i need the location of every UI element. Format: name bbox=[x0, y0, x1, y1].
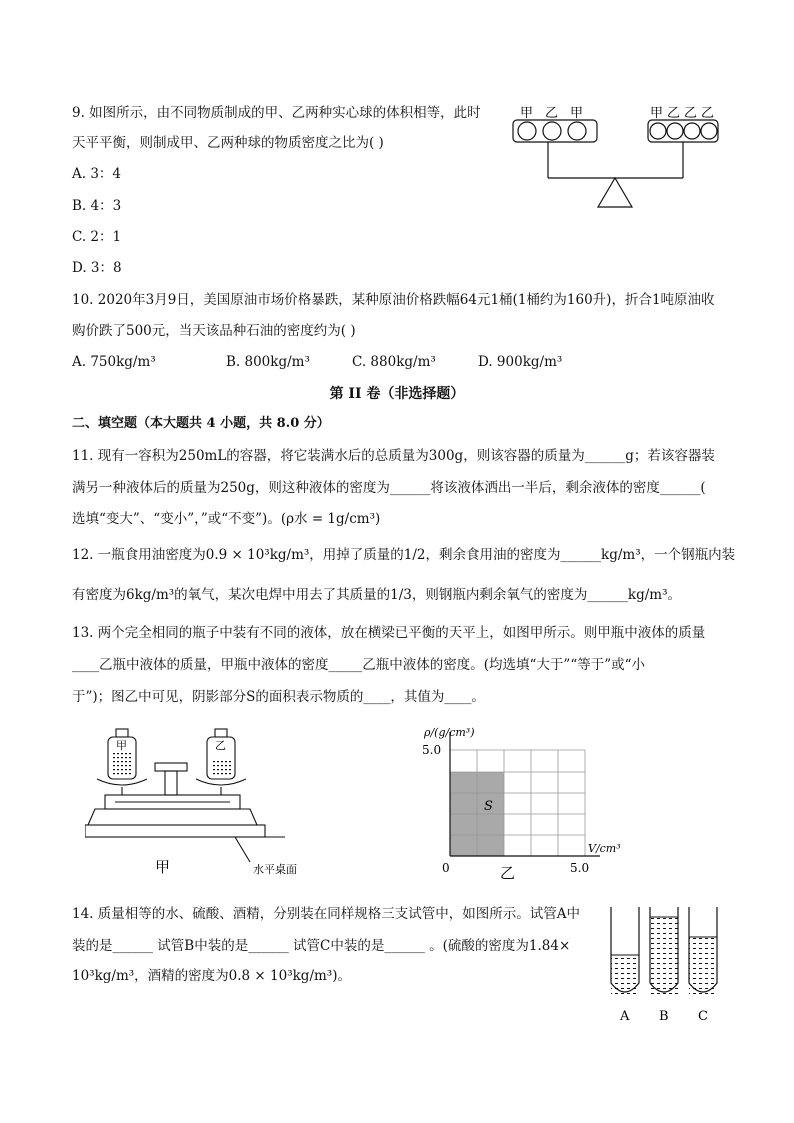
right-label-2: 乙 bbox=[684, 106, 698, 121]
left-label-1: 乙 bbox=[545, 106, 559, 121]
q10-line1: 10. 2020年3月9日，美国原油市场价格暴跌，某种原油价格跌幅64元1桶(1桶约为160升)，折合1吨原油收 bbox=[72, 292, 715, 308]
q14-line2: 装的是______ 试管B中装的是______ 试管C中装的是______ 。(硫酸的密度为1.84× bbox=[72, 938, 571, 954]
q10-option-a: A. 750kg/m³ bbox=[72, 354, 156, 370]
section-subtitle: 二、填空题（本大题共 4 小题，共 8.0 分） bbox=[72, 416, 330, 431]
q11-line1: 11. 现有一容积为250mL的容器，将它装满水后的总质量为300g，则该容器的质量为______g；若该容器装 bbox=[72, 448, 715, 464]
x-axis-label: V/cm³ bbox=[588, 842, 621, 855]
left-label-2: 甲 bbox=[570, 106, 584, 121]
y-axis-label: ρ/(g/cm³) bbox=[424, 726, 475, 739]
q10-option-b: B. 800kg/m³ bbox=[226, 354, 310, 370]
q14-line3: 10³kg/m³，酒精的密度为0.8 × 10³kg/m³)。 bbox=[72, 968, 351, 984]
right-label-0: 甲 bbox=[650, 106, 664, 121]
balance-figure bbox=[505, 100, 730, 212]
right-label-1: 乙 bbox=[667, 106, 681, 121]
q10-option-d: D. 900kg/m³ bbox=[478, 354, 563, 370]
q9-option-b: B. 4：3 bbox=[72, 198, 122, 214]
test-tubes-figure bbox=[603, 903, 728, 1025]
right-label-3: 乙 bbox=[701, 106, 715, 121]
q9-line1: 9. 如图所示，由不同物质制成的甲、乙两种实心球的体积相等，此时 bbox=[72, 105, 481, 121]
bottle-balance-figure bbox=[85, 725, 345, 880]
q12-line2: 有密度为6kg/m³的氧气，某次电焊中用去了其质量的1/3，则钢瓶内剩余氧气的密度为______kg/m³。 bbox=[72, 587, 681, 603]
tube-b-label: B bbox=[659, 1009, 669, 1024]
fig-jia-caption: 甲 bbox=[155, 858, 171, 876]
q11-line2: 满另一种液体后的质量为250g，则这种液体的密度为______将该液体洒出一半后，剩余液体的密度______( bbox=[72, 480, 706, 496]
q13-line3: 于”)；图乙中可见，阴影部分S的面积表示物质的____，其值为____。 bbox=[72, 689, 485, 705]
x-max-label: 5.0 bbox=[570, 861, 590, 875]
q9-option-d: D. 3：8 bbox=[72, 260, 122, 276]
q9-option-a: A. 3：4 bbox=[72, 166, 122, 182]
desk-label: 水平桌面 bbox=[253, 863, 297, 876]
q11-line3: 选填“变大”、“变小”，”或“不变”)。(ρ水 = 1g/cm³) bbox=[72, 511, 381, 527]
origin-label: 0 bbox=[442, 861, 450, 875]
tube-c-label: C bbox=[698, 1009, 708, 1024]
bottle-left-label: 甲 bbox=[116, 739, 127, 752]
density-grid-figure bbox=[410, 722, 640, 882]
fig-yi-caption: 乙 bbox=[500, 864, 516, 882]
q10-line2: 购价跌了500元，当天该品种石油的密度约为( ) bbox=[72, 323, 356, 339]
q10-option-c: C. 880kg/m³ bbox=[352, 354, 436, 370]
y-max-label: 5.0 bbox=[422, 743, 442, 757]
q13-line1: 13. 两个完全相同的瓶子中装有不同的液体，放在横梁已平衡的天平上，如图甲所示。则甲瓶中液体的质量 bbox=[72, 625, 706, 641]
q12-line1: 12. 一瓶食用油密度为0.9 × 10³kg/m³，用掉了质量的1/2，剩余食用油的密度为______kg/m³，一个钢瓶内装 bbox=[72, 547, 736, 563]
q13-line2: ____乙瓶中液体的质量，甲瓶中液体的密度_____乙瓶中液体的密度。(均选填“大于”“等于”或“小 bbox=[72, 657, 646, 673]
q9-option-c: C. 2：1 bbox=[72, 229, 122, 245]
tube-a-label: A bbox=[620, 1009, 630, 1024]
section-title: 第 II 卷（非选择题） bbox=[329, 386, 465, 402]
shade-label: S bbox=[484, 799, 493, 814]
left-label-0: 甲 bbox=[520, 106, 534, 121]
bottle-right-label: 乙 bbox=[215, 739, 226, 752]
q9-line2: 天平平衡，则制成甲、乙两种球的物质密度之比为( ) bbox=[72, 135, 384, 151]
q14-line1: 14. 质量相等的水、硫酸、酒精，分别装在同样规格三支试管中，如图所示。试管A中 bbox=[72, 906, 581, 922]
